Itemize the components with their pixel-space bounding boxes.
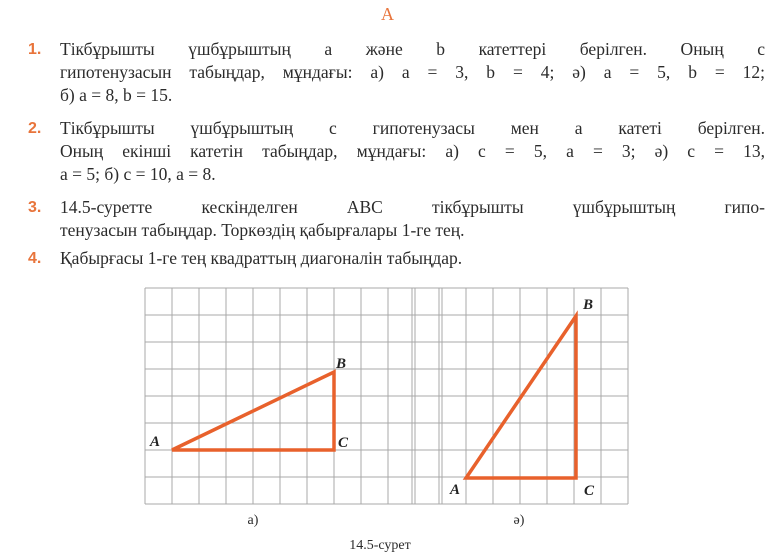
problem-text-line: 14.5-суретте кескінделген ABC тікбұрышты үшбұрыштың гипо- [60, 197, 765, 217]
problem-number: 2. [28, 120, 42, 137]
problem-number: 4. [28, 250, 42, 267]
problem-text-line: Қабырғасы 1-ге тең квадраттың диагоналін табыңдар. [60, 248, 463, 268]
vertex-label-a: A [450, 482, 461, 498]
vertex-label-a: A [150, 434, 161, 450]
vertex-label-b: B [336, 356, 347, 372]
problem-text-line: Оның екінші катетін табыңдар, мұндағы: а) c = 5, a = 3; ә) c = 13, [60, 141, 765, 161]
problem-text-line: б) a = 8, b = 15. [60, 85, 173, 105]
problem-text-line: Тікбұрышты үшбұрыштың a және b катеттері берілген. Оның c [60, 39, 765, 59]
figure-caption-b: ә) [513, 513, 525, 528]
section-letter: А [381, 4, 394, 24]
vertex-label-b: B [583, 297, 594, 313]
problem-text-line: Тікбұрышты үшбұрыштың c гипотенузасы мен a катеті берілген. [60, 118, 765, 138]
problem-number: 1. [28, 41, 42, 58]
vertex-label-c: C [584, 483, 595, 499]
grid-a [145, 288, 442, 504]
vertex-label-c: C [338, 435, 349, 451]
triangle-abc-b [466, 316, 576, 478]
problem-text-line: a = 5; б) c = 10, a = 8. [60, 164, 216, 184]
problem-text-line: тенузасын табыңдар. Торкөздің қабырғалары 1-ге тең. [60, 220, 465, 240]
figure-caption: 14.5-сурет [349, 538, 411, 553]
figure-caption-a: а) [247, 513, 259, 528]
problem-number: 3. [28, 199, 42, 216]
problem-text-line: гипотенузасын табыңдар, мұндағы: а) a = 3, b = 4; ә) a = 5, b = 12; [60, 62, 765, 82]
